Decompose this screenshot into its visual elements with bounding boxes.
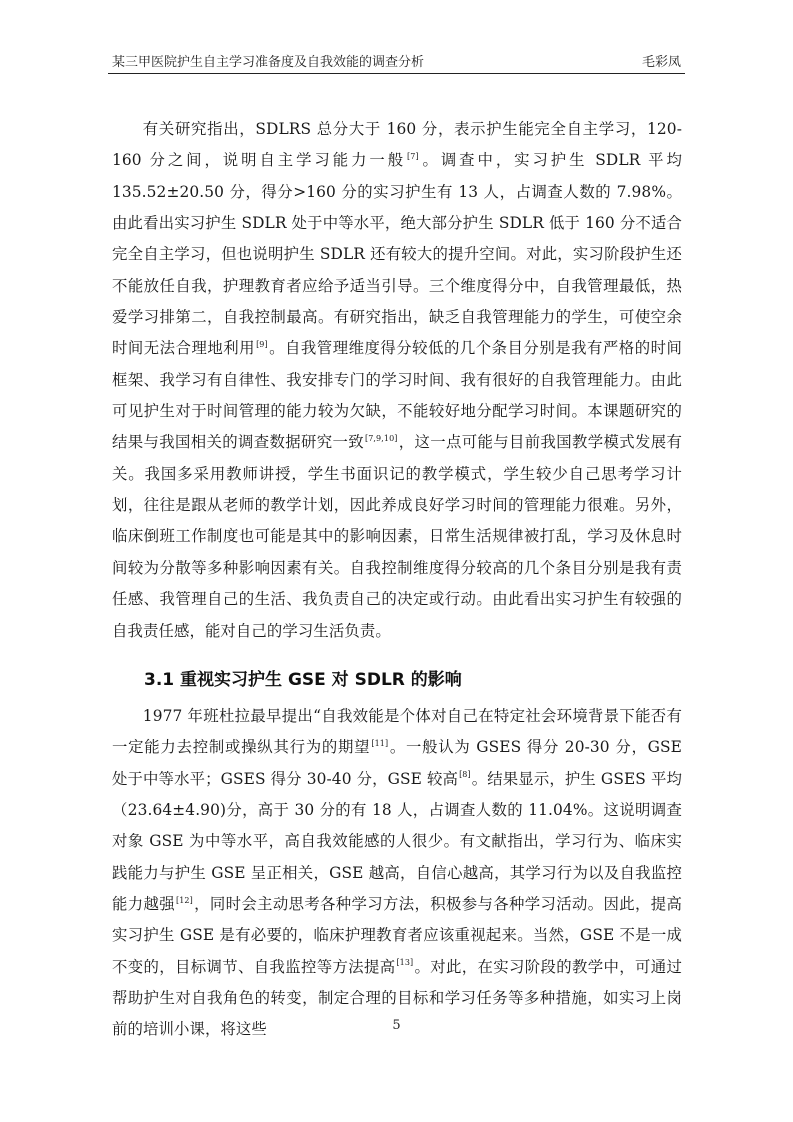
page-header [112, 50, 681, 70]
text-run: ，同时会主动思考各种学习方法，积极参与各种学习活动。因此，提高实习护生 GSE 是有必要的，临床护理教育者应该重视起来。当然，GSE 不是一成不变的，目标调节、自我监控等方法提高 [112, 894, 682, 976]
page-body [112, 114, 682, 1046]
text-run: 。自我管理维度得分较低的几个条目分别是我有严格的时间框架、我学习有自律性、我安排专门的学习时间、我有很好的自我管理能力。由此可见护生对于时间管理的能力较为欠缺，不能较好地分配学习时间。本课题研究的结果与我国相关的调查数据研究一致 [112, 339, 682, 452]
citation-marker: [13] [396, 958, 414, 968]
text-run: 1977 年班杜拉最早提出“自我效能是个体对自己在特定社会环境背景下能否有一定能力去控制或操纵其行为的期望 [112, 706, 682, 757]
text-run: 。对此，在实习阶段的教学中，可通过帮助护生对自我角色的转变，制定合理的目标和学习任务等多种措施，如实习上岗前的培训小课，将这些 [112, 957, 682, 1039]
header-author: 毛彩凤 [641, 55, 681, 70]
page-number: 5 [392, 1018, 401, 1033]
header-divider [108, 73, 685, 74]
text-run: 有关研究指出，SDLRS 总分大于 160 分，表示护生能完全自主学习，120-160 分之间，说明自主学习能力一般 [112, 120, 682, 170]
citation-marker: [12] [176, 895, 193, 905]
citation-marker: [9] [256, 340, 268, 350]
header-title: 某三甲医院护生自主学习准备度及自我效能的调查分析 [112, 55, 425, 70]
text-run: 。调查中，实习护生 SDLR 平均 135.52±20.50 分，得分>160 分的实习护生有 13 人，占调查人数的 7.98%。由此看出实习护生 SDLR 处于中等水平，绝大部分护生 SDLR 低于 160 分不适合完全自主学习，但也说明护生 SDLR 还有较大的提升空间。对此，实习阶段护生还不能放任自我，护理教育者应给予适当引导。三个维度得分中，自我管理最低，热爱学习排第二，自我控制最高。有研究指出，缺乏自我管理能力的学生，可使空余时间无法合理地利用 [112, 151, 682, 358]
body-paragraph-2 [112, 701, 682, 1046]
citation-marker: [8] [459, 770, 471, 780]
text-run: 。一般认为 GSES 得分 20-30 分，GSE 处于中等水平；GSES 得分 30-40 分，GSE 较高 [112, 738, 682, 788]
citation-marker: [7,9,10] [365, 434, 398, 444]
text-run: 。结果显示，护生 GSES 平均（23.64±4.90)分，高于 30 分的有 18 人，占调查人数的 11.04%。这说明调查对象 GSE 为中等水平，高自我效能感的人很少。有文献指出，学习行为、临床实践能力与护生 GSE 呈正相关，GSE 越高，自信心越高，其学习行为以及自我监控能力越强 [112, 769, 682, 913]
section-heading: 3.1 重视实习护生 GSE 对 SDLR 的影响 [144, 669, 462, 690]
citation-marker: [7] [407, 152, 419, 162]
citation-marker: [11] [371, 739, 389, 749]
body-paragraph-1 [112, 114, 682, 647]
text-run: ，这一点可能与目前我国教学模式发展有关。我国多采用教师讲授，学生书面识记的教学模式，学生较少自己思考学习计划，往往是跟从老师的教学计划，因此养成良好学习时间的管理能力很难。另外，临床倒班工作制度也可能是其中的影响因素，日常生活规律被打乱，学习及休息时间较为分散等多种影响因素有关。自我控制维度得分较高的几个条目分别是我有责任感、我管理自己的生活、我负责自己的决定或行动。由此看出实习护生有较强的自我责任感，能对自己的学习生活负责。 [112, 433, 682, 640]
